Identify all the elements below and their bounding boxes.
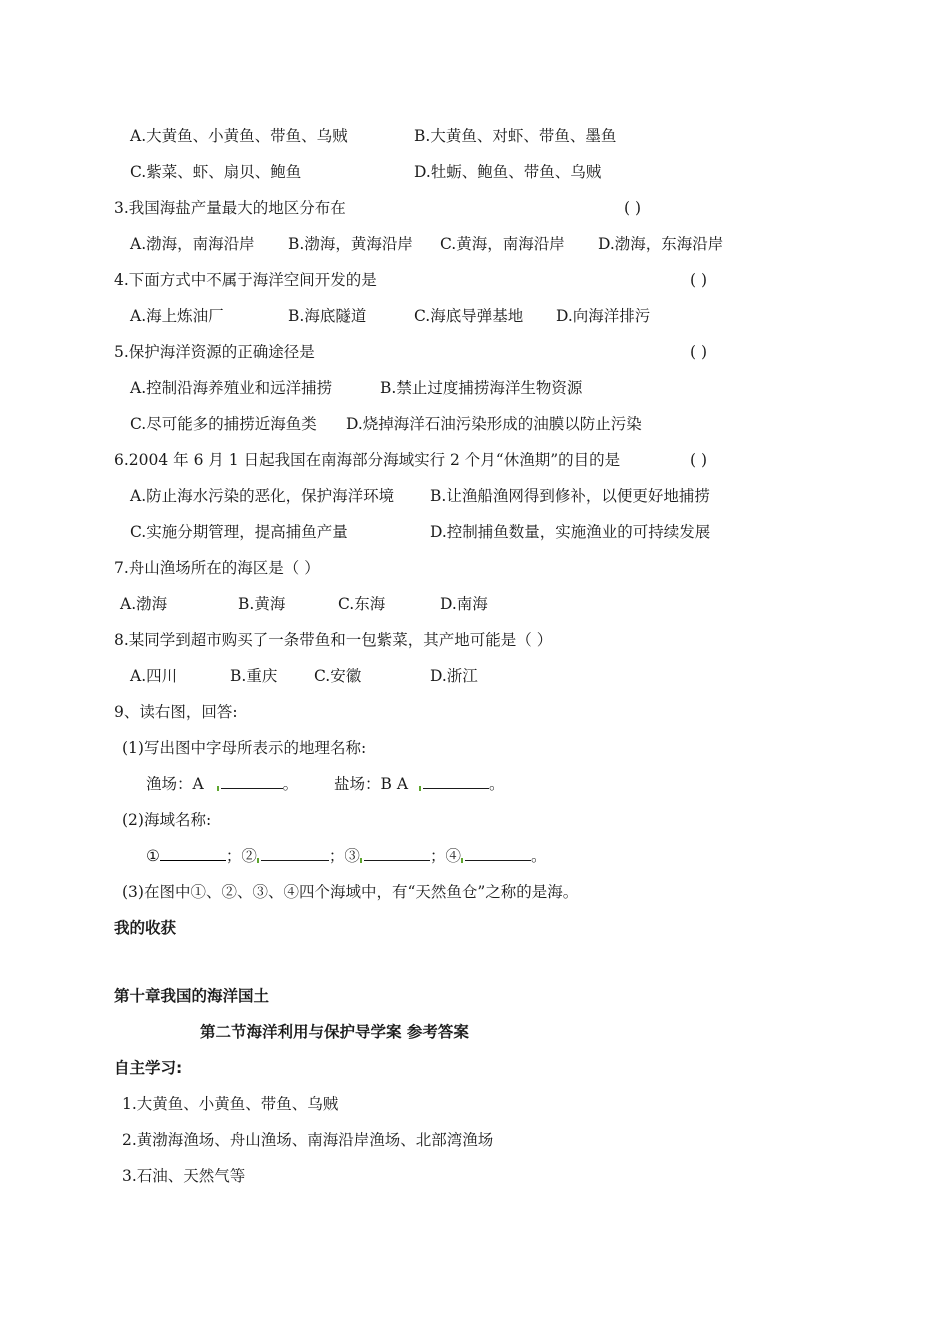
q2-option-b: B.大黄鱼、对虾、带鱼、墨鱼 — [414, 127, 617, 145]
sea-row-end: 。 — [530, 847, 547, 865]
q3-option-c: C.黄海，南海沿岸 — [440, 235, 565, 253]
q5-option-d: D.烧掉海洋石油污染形成的油膜以防止污染 — [346, 415, 642, 433]
fill-mark-icon — [217, 786, 219, 791]
q5-answer-paren: ( ) — [690, 343, 708, 361]
q8-option-d: D.浙江 — [430, 667, 478, 685]
q6-answer-paren: ( ) — [690, 451, 708, 469]
q3-option-b: B.渤海，黄海沿岸 — [288, 235, 413, 253]
fishery-period: 。 — [282, 775, 299, 793]
circle-3-label: ；③ — [328, 847, 360, 865]
q2-option-a: A.大黄鱼、小黄鱼、带鱼、乌贼 — [130, 127, 348, 145]
q7-option-d: D.南海 — [440, 595, 488, 613]
q7-option-b: B.黄海 — [238, 595, 286, 613]
q4-option-c: C.海底导弹基地 — [414, 307, 524, 325]
q4-answer-paren: ( ) — [690, 271, 708, 289]
q3-option-a: A.渤海，南海沿岸 — [130, 235, 255, 253]
q9-salt-row — [334, 774, 504, 794]
fill-mark-icon — [461, 858, 463, 863]
q9-stem: 9、读右图，回答: — [114, 703, 238, 721]
self-study-heading: 自主学习: — [114, 1059, 183, 1077]
q4-option-b: B.海底隧道 — [288, 307, 367, 325]
q4-option-d: D.向海洋排污 — [556, 307, 651, 325]
q6-option-c: C.实施分期管理，提高捕鱼产量 — [130, 523, 348, 541]
fishery-answer-blank[interactable] — [221, 774, 283, 789]
fishery-label: 渔场：A — [146, 775, 204, 793]
q5-option-b: B.禁止过度捕捞海洋生物资源 — [380, 379, 583, 397]
q6-option-a: A.防止海水污染的恶化，保护海洋环境 — [130, 487, 395, 505]
q4-stem: 4.下面方式中不属于海洋空间开发的是 — [114, 271, 377, 289]
salt-label: 盐场：B A — [334, 775, 409, 793]
circle-2-label: ；② — [225, 847, 257, 865]
salt-answer-blank[interactable] — [423, 774, 489, 789]
q6-option-b: B.让渔船渔网得到修补，以便更好地捕捞 — [430, 487, 710, 505]
section-title: 第二节海洋利用与保护导学案 参考答案 — [200, 1023, 469, 1041]
q3-answer-paren: ( ) — [624, 199, 642, 217]
q8-stem: 8.某同学到超市购买了一条带鱼和一包紫菜，其产地可能是（ ） — [114, 631, 553, 649]
q5-option-a: A.控制沿海养殖业和远洋捕捞 — [130, 379, 333, 397]
harvest-heading: 我的收获 — [114, 919, 177, 937]
answer-item: 1.大黄鱼、小黄鱼、带鱼、乌贼 — [122, 1095, 339, 1113]
q6-option-d: D.控制捕鱼数量，实施渔业的可持续发展 — [430, 523, 711, 541]
sea-1-blank[interactable] — [160, 846, 226, 861]
q8-option-b: B.重庆 — [230, 667, 278, 685]
q9-sea-blanks-row — [146, 846, 546, 866]
chapter-title: 第十章我国的海洋国土 — [114, 987, 270, 1005]
q9-fishery-row — [146, 774, 298, 794]
q7-option-c: C.东海 — [338, 595, 386, 613]
fill-mark-icon — [360, 858, 362, 863]
q2-option-c: C.紫菜、虾、扇贝、鲍鱼 — [130, 163, 302, 181]
q7-option-a: A.渤海 — [120, 595, 168, 613]
salt-period: 。 — [488, 775, 505, 793]
q5-stem: 5.保护海洋资源的正确途径是 — [114, 343, 315, 361]
q9-sub2: (2)海域名称: — [122, 811, 212, 829]
q9-sub3: (3)在图中①、②、③、④四个海域中，有“天然鱼仓”之称的是海。 — [122, 883, 579, 901]
circle-1-label: ① — [146, 847, 160, 865]
q7-stem: 7.舟山渔场所在的海区是（ ） — [114, 559, 320, 577]
q4-option-a: A.海上炼油厂 — [130, 307, 224, 325]
answer-item: 3.石油、天然气等 — [122, 1167, 246, 1185]
q8-option-a: A.四川 — [130, 667, 178, 685]
q5-option-c: C.尽可能多的捕捞近海鱼类 — [130, 415, 317, 433]
q2-option-d: D.牡蛎、鲍鱼、带鱼、乌贼 — [414, 163, 602, 181]
q8-option-c: C.安徽 — [314, 667, 362, 685]
q9-sub1: (1)写出图中字母所表示的地理名称: — [122, 739, 367, 757]
circle-4-label: ；④ — [429, 847, 461, 865]
fill-mark-icon — [419, 786, 421, 791]
sea-4-blank[interactable] — [465, 846, 531, 861]
q3-stem: 3.我国海盐产量最大的地区分布在 — [114, 199, 346, 217]
answer-item: 2.黄渤海渔场、舟山渔场、南海沿岸渔场、北部湾渔场 — [122, 1131, 494, 1149]
q6-stem: 6.2004 年 6 月 1 日起我国在南海部分海域实行 2 个月“休渔期”的目的是 — [114, 451, 621, 469]
q3-option-d: D.渤海，东海沿岸 — [598, 235, 724, 253]
sea-3-blank[interactable] — [364, 846, 430, 861]
sea-2-blank[interactable] — [261, 846, 329, 861]
fill-mark-icon — [257, 858, 259, 863]
